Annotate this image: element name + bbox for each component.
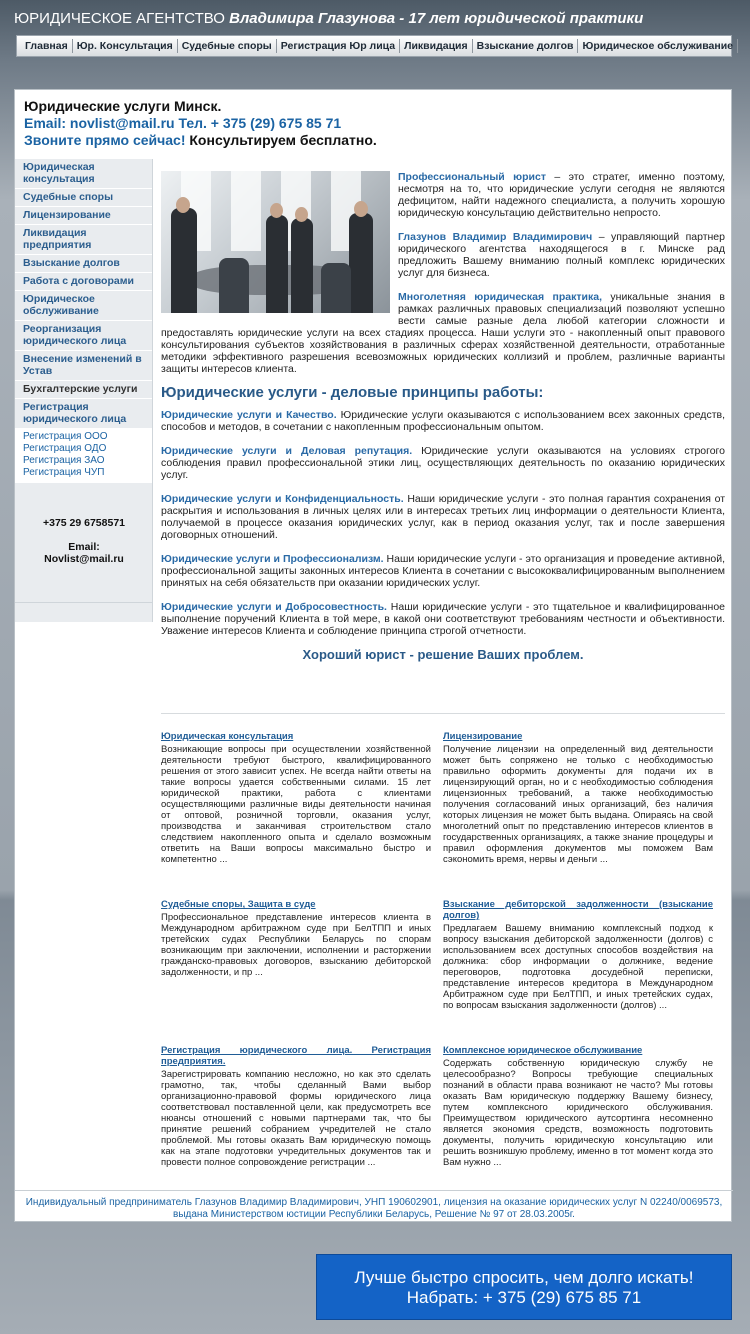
sidebar-item-court[interactable]: Судебные споры bbox=[15, 189, 152, 207]
footer-line: выдана Министерством юстиции Республики Беларусь, Решение № 97 от 28.03.2005г. bbox=[173, 1209, 575, 1220]
service-card-text: Возникающие вопросы при осуществлении хозяйственной деятельности требуют быстрого, квалифицированного решения от этого зависит успех. Не всегда найти ответы на такие вопросы удается собственными силами. 15 лет юридической практики, работа с клиентами осуществляющими различные виды деятельности начиная от оптовой, розничной торговли, оказания услуг, производства и заканчивая строительством стало следствием накопленного опыта и сделало возможным ответить на Ваши вопросы максимально быстро и компетентно ... bbox=[161, 744, 431, 865]
header-title: Юридические услуги Минск. bbox=[24, 98, 222, 114]
call-button[interactable] bbox=[316, 1254, 732, 1320]
sidebar-item-consultation[interactable]: Юридическая консультация bbox=[15, 159, 152, 189]
intro-paragraph: Профессиональный юрист – это стратег, именно поэтому, несмотря на то, что юридические услуги сегодня не являются дефицитом, найти надежного специалиста, а получить хорошую юридическую консультацию действительно непросто. bbox=[398, 171, 725, 219]
service-card-text: Зарегистрировать компанию несложно, но как это сделать грамотно, так, чтобы сделанный Вами выбор организационно-правовой формы юридического лица соответствовал поставленной цели, как предусмотреть все нюансы отношений с новыми партнерами так, что бы принятие решений собранием учредителей не стало проблемой. Мы готовы оказать Вам юридическую помощь как на этапе подготовки учредительных документов так и провести полное сопровождение регистрации ... bbox=[161, 1069, 431, 1168]
sidebar-item-liquidation[interactable]: Ликвидация предприятия bbox=[15, 225, 152, 255]
principle-item: Юридические услуги и Профессионализм. Наши юридические услуги - это организация и проведение активной, профессиональной защиты законных интересов Клиента в сочетании с высококвалифицированным выполнением принятых на себя обязательств при оказании юридических услуг. bbox=[161, 553, 726, 589]
sidebar-item-legal-service[interactable]: Юридическое обслуживание bbox=[15, 291, 152, 321]
free-consult-text: Консультируем бесплатно. bbox=[189, 132, 377, 148]
service-card-title[interactable]: Лицензирование bbox=[443, 731, 523, 742]
principle-item: Юридические услуги и Добросовестность. Наши юридические услуги - это тщательное и квалифицированное выполнение поручений Клиента в той мере, в какой они соответствуют требованиям честности и объективности. Уважение интересов Клиента и соблюдение принципа строгой отчетности. bbox=[161, 601, 725, 637]
motto: Хороший юрист - решение Ваших проблем. bbox=[302, 647, 584, 662]
sidebar-item-registration[interactable]: Регистрация юридического лица bbox=[15, 399, 152, 429]
sidebar-phone[interactable]: +375 29 6758571 bbox=[42, 517, 126, 529]
footer-line: Индивидуальный предприниматель Глазунов Владимир Владимирович, УНП 190602901, лицензия на оказание юридических услуг N 02240/0069573, bbox=[25, 1197, 723, 1208]
main-panel bbox=[14, 89, 732, 1222]
service-card-text: Предлагаем Вашему вниманию комплексный подход к вопросу взыскания дебиторской задолженности (долгов) с использованием всех доступных способов воздействия на должника: сбор информации о должнике, ведение переговоров, подготовка досудебной переписки, представление интересов кредитора в Международном Арбитражном суде при БелТПП, и иных третейских судах, по вопросам взыскания задолженности (долгов) ... bbox=[443, 923, 713, 1011]
submenu-chup[interactable]: Регистрация ЧУП bbox=[23, 467, 105, 478]
site-title-main: ЮРИДИЧЕСКОЕ АГЕНТСТВО bbox=[14, 10, 225, 27]
main-content bbox=[161, 171, 725, 661]
service-card bbox=[443, 899, 713, 1011]
nav-consultation[interactable]: Юр. Консультация bbox=[73, 39, 178, 53]
nav-liquidation[interactable]: Ликвидация bbox=[400, 39, 473, 53]
header-contacts: Email: novlist@mail.ru Тел. + 375 (29) 675 85 71 bbox=[24, 115, 342, 131]
sidebar-email[interactable]: Novlist@mail.ru bbox=[44, 553, 124, 565]
nav-debt-collection[interactable]: Взыскание долгов bbox=[473, 39, 579, 53]
header-call-to-action bbox=[24, 132, 377, 148]
call-now-text: Звоните прямо сейчас! bbox=[24, 132, 186, 148]
sidebar-item-debts[interactable]: Взыскание долгов bbox=[15, 255, 152, 273]
sidebar-contact bbox=[15, 517, 153, 565]
service-card-title[interactable]: Взыскание дебиторской задолженности (взыскание долгов) bbox=[443, 899, 713, 921]
sidebar-item-charter-changes[interactable]: Внесение изменений в Устав bbox=[15, 351, 152, 381]
sidebar-email-label: Email: bbox=[68, 541, 100, 553]
service-card-title[interactable]: Юридическая консультация bbox=[161, 731, 294, 742]
service-card bbox=[443, 731, 713, 865]
nav-home[interactable]: Главная bbox=[21, 39, 73, 53]
top-navigation bbox=[16, 35, 732, 57]
intro-paragraph: Многолетняя юридическая практика, уникальные знания в рамках различных правовых специализаций позволяют успешно вести самые разные дела любой категории сложности и предоставлять юридические услуги на всех стадиях процесса. Наши услуги это - накопленный опыт правового консультирования субъектов хозяйствования в различных сферах хозяйственной деятельности, отработанные методики эффективного разрешения всевозможных юридических коллизий и проблем, различные варианты защиты интересов клиента. bbox=[161, 291, 725, 375]
principles-heading: Юридические услуги - деловые принципы работы: bbox=[161, 384, 544, 401]
content-divider bbox=[161, 713, 725, 714]
call-button-line1: Лучше быстро спросить, чем долго искать! bbox=[354, 1268, 694, 1287]
nav-legal-service[interactable]: Юридическое обслуживание bbox=[578, 39, 738, 53]
contact-header bbox=[24, 98, 377, 148]
sidebar-item-contracts[interactable]: Работа с договорами bbox=[15, 273, 152, 291]
site-title-sub: Владимира Глазунова - 17 лет юридической практики bbox=[229, 10, 644, 27]
service-card-text: Получение лицензии на определенный вид деятельности может быть сопряжено не только с необходимостью правильно оформить документы для подачи их в лицензирующий орган, но и с необходимостью соблюдения лицензионных требований, а также необходимостью получения согласований иных организаций, без наличия которых лицензия не может быть выдана. Опираясь на свой многолетний опыт по представлению интересов клиентов в государственных организациях, а также знание процедуры и правил оформления документов мы поможем Вам сэкономить время, нервы и деньги ... bbox=[443, 744, 713, 865]
sidebar-divider bbox=[15, 602, 153, 603]
nav-court-disputes[interactable]: Судебные споры bbox=[178, 39, 277, 53]
submenu-odo[interactable]: Регистрация ОДО bbox=[23, 443, 107, 454]
principle-item: Юридические услуги и Качество. Юридические услуги оказываются с использованием всех законных средств, способов и методов, в сочетании с накопленным профессиональным опытом. bbox=[161, 409, 725, 433]
service-card bbox=[161, 1045, 431, 1168]
service-card-text: Содержать собственную юридическую службу не целесообразно? Вопросы требующие специальных познаний в области права возникают не часто? Мы готовы оказать Вам юридическую поддержку Вашему бизнесу, путем комплексного юридического обслуживания. Преимуществом юридического аутсортинга несомненно является экономия средств, возможность подготовить документы, получить юридическую консультацию или решить возникшую проблему, именно в тот момент когда это Вам нужно ... bbox=[443, 1058, 713, 1168]
service-card-title[interactable]: Судебные споры, Защита в суде bbox=[161, 899, 316, 910]
registration-submenu bbox=[15, 429, 152, 483]
service-card bbox=[161, 731, 431, 865]
sidebar-item-licensing[interactable]: Лицензирование bbox=[15, 207, 152, 225]
submenu-ooo[interactable]: Регистрация ООО bbox=[23, 431, 108, 442]
sidebar-item-accounting[interactable]: Бухгалтерские услуги bbox=[15, 381, 152, 399]
service-card bbox=[161, 899, 431, 978]
sidebar-item-reorganization[interactable]: Реорганизация юридического лица bbox=[15, 321, 152, 351]
principle-item: Юридические услуги и Деловая репутация. Юридические услуги оказываются на условиях строгого соблюдения правил профессиональной этики лиц, осуществляющих деятельность по оказанию юридических услуг. bbox=[161, 445, 725, 481]
service-card bbox=[443, 1045, 713, 1168]
intro-paragraph: Глазунов Владимир Владимирович – управляющий партнер юридического агентства находящегося в г. Минске рад предложить Вашему вниманию полный комплекс юридических услуг для бизнеса. bbox=[398, 231, 725, 279]
call-button-line2: Набрать: + 375 (29) 675 85 71 bbox=[406, 1288, 642, 1307]
principle-item: Юридические услуги и Конфиденциальность. Наши юридические услуги - это полная гарантия сохранения от раскрытия и использования в личных целях или в интересах третьих лиц информации о деятельности Клиента, получаемой в процессе оказания юридических услуг, как в период оказания услуг, так и после завершения договорных отношений. bbox=[161, 493, 726, 541]
sidebar bbox=[15, 159, 153, 622]
service-card-text: Профессиональное представление интересов клиента в Международном арбитражном суде при БелТПП и иных третейских судах Республики Беларусь по спорам возникающим при заключении, исполнении и расторжении гражданско-правовых договоров, взысканию дебиторской задолженности, и пр ... bbox=[161, 912, 431, 978]
site-title bbox=[14, 10, 643, 27]
service-card-title[interactable]: Регистрация юридического лица. Регистрация предприятия. bbox=[161, 1045, 431, 1067]
submenu-zao[interactable]: Регистрация ЗАО bbox=[23, 455, 105, 466]
nav-registration[interactable]: Регистрация Юр лица bbox=[277, 39, 400, 53]
footer-divider bbox=[15, 1190, 733, 1191]
service-card-title[interactable]: Комплексное юридическое обслуживание bbox=[443, 1045, 643, 1056]
footer bbox=[15, 1197, 733, 1221]
